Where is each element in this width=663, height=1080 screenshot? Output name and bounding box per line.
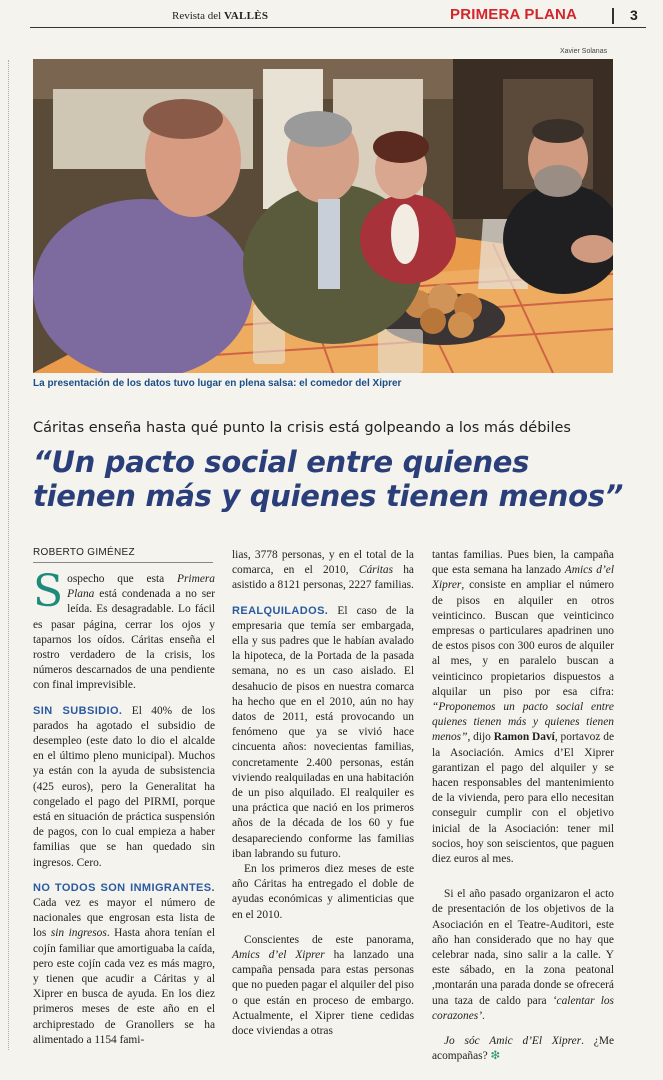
- column-3: [432, 548, 614, 1065]
- column-2: [232, 548, 414, 1039]
- drop-cap: S: [33, 566, 64, 617]
- end-mark-icon: ❇: [490, 1050, 501, 1063]
- headline-line-1: “Un pacto social entre quienes: [33, 445, 530, 479]
- subheading: SIN SUBSIDIO.: [33, 704, 123, 717]
- paragraph: Si el año pasado organizaron el acto de presentación de los objetivos de la Asociación en el Teatre-Auditori, este año han considerado que no hay que celebrar nada, sino salir a la calle. Y este sábado, en la zona peatonal ,montarán una parada donde se ofrecerá una taza de caldo para ‘calentar los corazones’.: [432, 888, 614, 1022]
- subheading: NO TODOS SON INMIGRANTES.: [33, 881, 215, 894]
- paragraph: tantas familias. Pues bien, la campaña que esta semana ha lanzado Amics d’el Xiprer, consiste en ampliar el número de pisos en alquiler en otros veinticinco. Buscan que veinticinco empresas o particulares apadrinen uno de estos pisos con 300 euros de alquiler al mes, y en paralelo buscan a veinticinco propietarios dispuestos a alquilar un piso por esa cifra: “Proponemos un pacto social entre quienes tienen más y quienes tienen menos”, dijo Ramon Daví, portavoz de la Asociación. Amics d’El Xiprer garantizan el pago del alquiler y se hacen responsables del mantenimiento de la vivienda, pero para ello necesitan conseguir cumplir con el objetivo inicial de la Asociación: tener mil socios, hoy son seiscientos, que paguen diez euros al mes.: [432, 549, 615, 866]
- header-separator: [612, 8, 614, 24]
- column-1: [33, 566, 215, 1048]
- photo-credit: Xavier Solanas: [560, 48, 608, 55]
- page-header: [30, 6, 646, 28]
- paragraph: REALQUILADOS. El caso de la empresaria que temía ser embargada, ella y sus padres que le habían avalado la hipoteca, de la Portada de la pasada semana, no es un caso aislado. El desahucio de pisos en nuestra comarca ha hecho que en el 2010, aún no hay datos de 2011, está provocando un fenómeno que ya se vivió hace cincuenta años: novecientas familias, concretamente 2.400 personas, están viviendo realquiladas en una habitación de un piso alquilado. El realquiler es una práctica que nació en los primeros años de la década de los 60 y fue desapareciendo conforme las familias iban labrando su futuro.: [232, 604, 414, 860]
- article-photo: [33, 59, 613, 373]
- paragraph: NO TODOS SON INMIGRANTES. Cada vez es mayor el número de nacionales que engrosan esta lista de los sin ingresos. Hasta ahora tenían el cojín familiar que amortiguaba la caída, pero este cojín cada vez es más magro, y tienen que acudir a Cáritas y al Xiprer en busca de ayuda. En los diez primeros meses de este año en el archiprestado de Granollers se ha alimentado a 1154 fami-: [33, 881, 215, 1046]
- margin-rule: [8, 60, 9, 1050]
- page-number: 3: [630, 7, 638, 23]
- paragraph: En los primeros diez meses de este año Cáritas ha entregado el doble de ayudas económicas y alimenticias que en el 2010.: [232, 863, 414, 921]
- article-headline: [33, 445, 633, 513]
- magazine-title: Revista del VALLÈS: [172, 10, 269, 22]
- article-kicker: Cáritas enseña hasta qué punto la crisis está golpeando a los más débiles: [33, 420, 571, 436]
- byline-rule: [33, 562, 213, 563]
- paragraph: Conscientes de este panorama, Amics d’el Xiprer ha lanzado una campaña pensada para estas personas que no pueden pagar el alquiler del piso o que están en proceso de embargo. Actualmente, el Xiprer tiene cedidas doce viviendas a otras: [232, 933, 414, 1038]
- headline-line-2: tienen más y quienes tienen menos”: [33, 479, 624, 513]
- subheading: REALQUILADOS.: [232, 604, 329, 617]
- paragraph: lias, 3778 personas, y en el total de la comarca, en el 2010, Cáritas ha asistido a 8121 personas, 2227 familias.: [232, 549, 414, 592]
- byline: ROBERTO GIMÉNEZ: [33, 547, 135, 558]
- paragraph: SIN SUBSIDIO. El 40% de los parados ha agotado el subsidio de desempleo (este dato lo dio el alcalde en el último pleno municipal). Muchos ya están con la ayuda de subsistencia (425 euros), pero la Generalitat ha congelado el pago del PIRMI, porque está en situación de práctica suspensión de pagos, con lo cual empieza a haber familias que se han quedado sin ingresos. Cero.: [33, 704, 215, 869]
- photo-caption: La presentación de los datos tuvo lugar en plena salsa: el comedor del Xiprer: [33, 378, 402, 389]
- section-title: PRIMERA PLANA: [450, 6, 578, 23]
- paragraph: Jo sóc Amic d’El Xiprer. ¿Me acompañas? ❇: [432, 1035, 614, 1063]
- paragraph: Sospecho que esta Primera Plana está condenada a no ser leída. Es desagradable. Lo fácil es pasar página, cerrar los ojos y taparnos los oídos. Cáritas enseña el rostro verdadero de la crisis, los números descarnados de una pendiente con final imprevisible.: [33, 566, 215, 692]
